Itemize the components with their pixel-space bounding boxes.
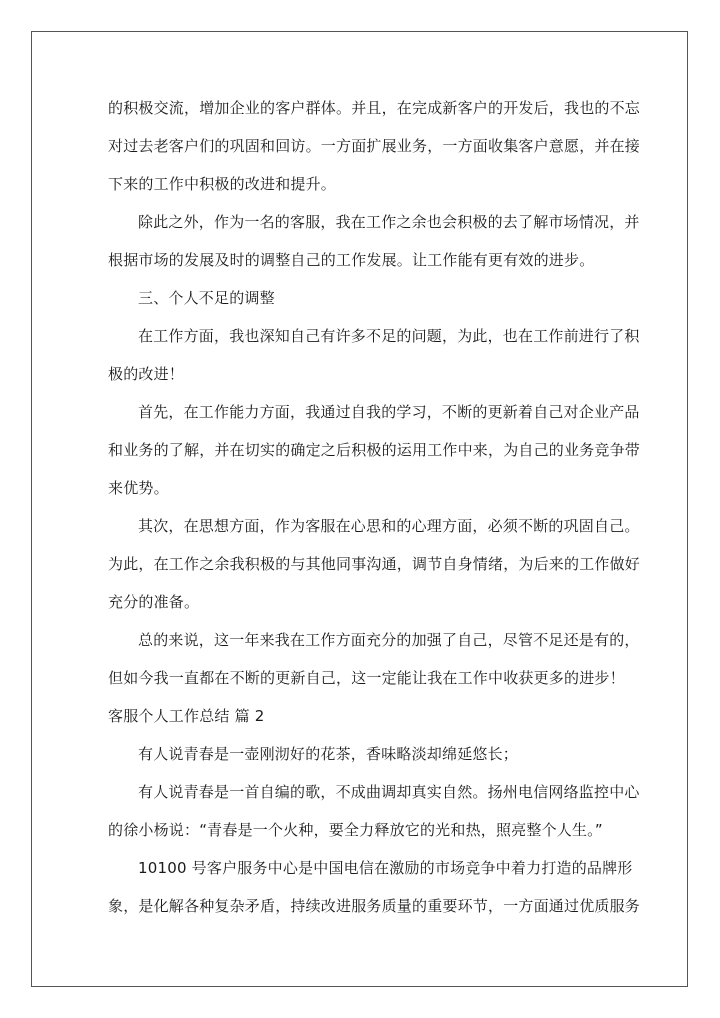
paragraph-line: 的积极交流，增加企业的客户群体。并且，在完成新客户的开发后，我也的不忘 — [108, 99, 641, 117]
paragraph-line: 其次，在思想方面，作为客服在心思和的心理方面，必须不断的巩固自己。 — [138, 517, 640, 535]
paragraph-line: 象，是化解各种复杂矛盾，持续改进服务质量的重要环节，一方面通过优质服务 — [108, 897, 641, 915]
paragraph-line: 极的改进！ — [108, 365, 185, 383]
paragraph-line: 下来的工作中积极的改进和提升。 — [108, 175, 337, 193]
paragraph-line: 总的来说，这一年来我在工作方面充分的加强了自己，尽管不足还是有的， — [138, 631, 640, 649]
paragraph-line: 和业务的了解，并在切实的确定之后积极的运用工作中来，为自己的业务竞争带 — [108, 441, 641, 459]
paragraph-line: 但如今我一直都在不断的更新自己，这一定能让我在工作中收获更多的进步！ — [108, 669, 625, 687]
paragraph-line: 为此，在工作之余我积极的与其他同事沟通，调节自身情绪，为后来的工作做好 — [108, 555, 641, 573]
paragraph-line: 根据市场的发展及时的调整自己的工作发展。让工作能有更有效的进步。 — [108, 251, 595, 269]
document-body — [108, 89, 641, 925]
paragraph-line: 除此之外，作为一名的客服，我在工作之余也会积极的去了解市场情况，并 — [138, 213, 640, 231]
paragraph-line: 的徐小杨说：“青春是一个火种，要全力释放它的光和热，照亮整个人生。” — [108, 821, 603, 839]
paragraph-line: 对过去老客户们的巩固和回访。一方面扩展业务，一方面收集客户意愿，并在接 — [108, 137, 641, 155]
paragraph-line: 来优势。 — [108, 479, 169, 497]
section-heading: 三、个人不足的调整 — [138, 289, 275, 307]
paragraph-line: 10100 号客户服务中心是中国电信在激励的市场竞争中着力打造的品牌形 — [138, 859, 633, 877]
paragraph-line: 充分的准备。 — [108, 593, 200, 611]
paragraph-line: 有人说青春是一首自编的歌，不成曲调却真实自然。扬州电信网络监控中心 — [138, 783, 640, 801]
paragraph-line: 有人说青春是一壶刚沏好的花茶，香味略淡却绵延悠长； — [138, 745, 519, 763]
paragraph-line: 首先，在工作能力方面，我通过自我的学习，不断的更新着自己对企业产品 — [138, 403, 640, 421]
document-title: 客服个人工作总结 篇 2 — [108, 707, 265, 725]
paragraph-line: 在工作方面，我也深知自己有许多不足的问题，为此，也在工作前进行了积 — [138, 327, 640, 345]
